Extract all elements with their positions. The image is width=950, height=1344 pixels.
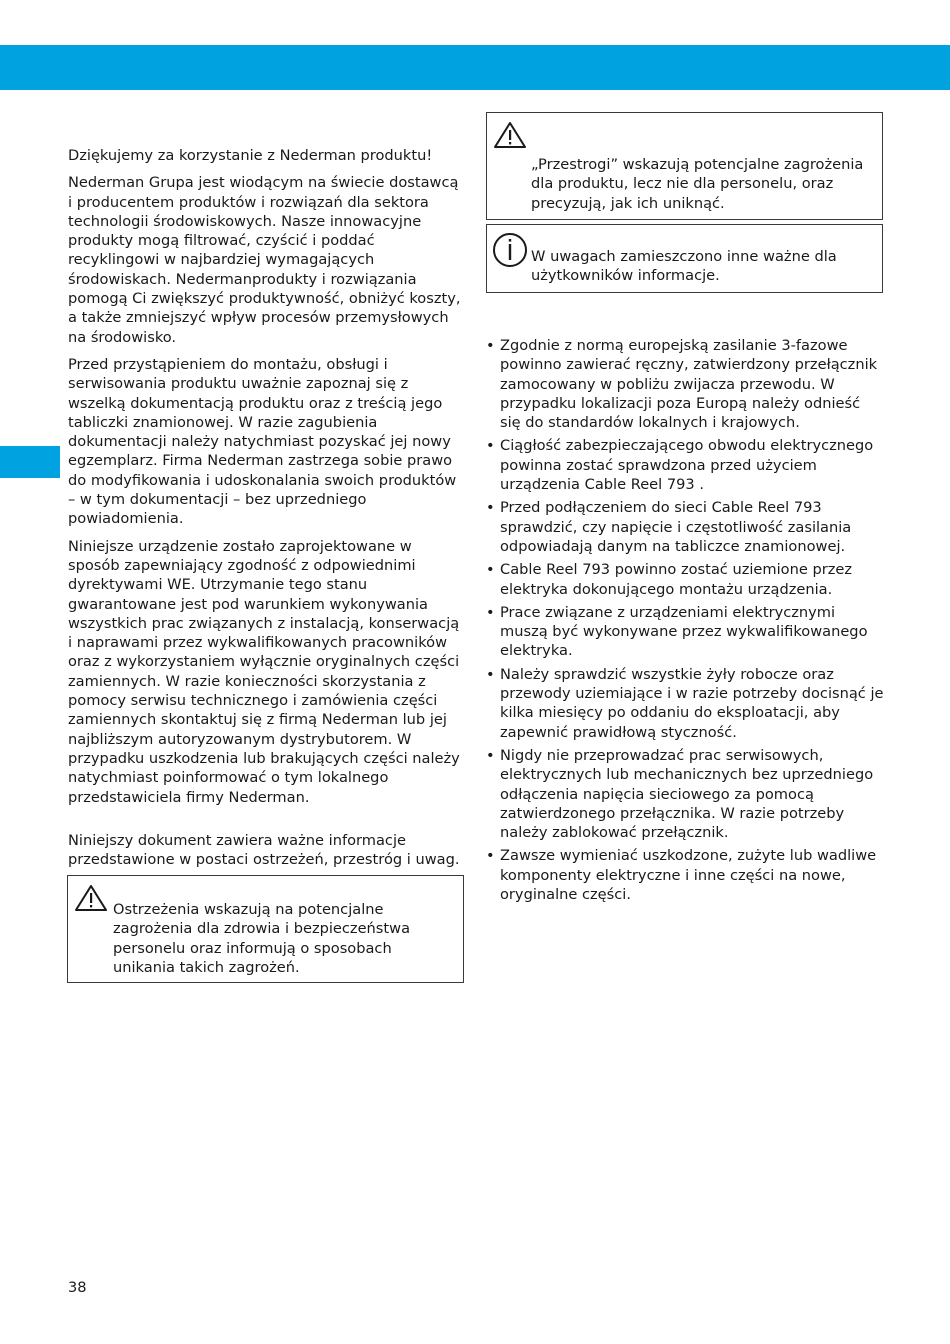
list-item: • Cable Reel 793 powinno zostać uziemione przez elektryka dokonującego montażu urządzenia. bbox=[486, 560, 884, 599]
electrical-safety-list bbox=[486, 336, 884, 908]
list-item: • Nigdy nie przeprowadzać prac serwisowych, elektrycznych lub mechanicznych bez uprzedniego odłączenia napięcia sieciowego za pomocą zatwierdzonego przełącznika. W razie potrzeby należy zablokować przełącznik. bbox=[486, 746, 884, 842]
list-item: • Ciągłość zabezpieczającego obwodu elektrycznego powinna zostać sprawdzona przed użyciem urządzenia Cable Reel 793 . bbox=[486, 436, 884, 494]
note-text: W uwagach zamieszczono inne ważne dla użytkowników informacje. bbox=[531, 248, 837, 285]
warning-text: Ostrzeżenia wskazują na potencjalne zagrożenia dla zdrowia i bezpieczeństwa personelu oraz informują o sposobach unikania takich zagrożeń. bbox=[113, 901, 411, 976]
compliance-paragraph: Niniejsze urządzenie zostało zaprojektowane w sposób zapewniający zgodność z odpowiednimi dyrektywami WE. Utrzymanie tego stanu gwarantowane jest pod warunkiem wykonywania wszystkich prac związanych z instalacją, konserwacją i naprawami przez wykwalifikowanych pracowników oraz z wykorzystaniem wyłącznie oryginalnych części zamiennych. W razie konieczności skorzystania z pomocy serwisu technicznego i zamówienia części zamiennych skontaktuj się z firmą Nederman lub jej najbliższym autoryzowanym dystrybutorem. W przypadku uszkodzenia lub brakujących części należy natychmiast poinformować o tym lokalnego przedstawiciela firmy Nederman. bbox=[68, 537, 460, 806]
list-item: • Prace związane z urządzeniami elektrycznymi muszą być wykonywane przez wykwalifikowanego elektryka. bbox=[486, 603, 884, 661]
caution-text: „Przestrogi” wskazują potencjalne zagrożenia dla produktu, lecz nie dla personelu, oraz precyzują, jak ich uniknąć. bbox=[531, 156, 864, 212]
company-paragraph: Nederman Grupa jest wiodącym na świecie dostawcą i producentem produktów i rozwiązań dla sektora technologii środowiskowych. Nasze innowacyjne produkty mogą filtrować, czyścić i poddać recyklingowi w najbardziej wymagających środowiskach. Nedermanprodukty i rozwiązania pomogą Ci zwiększyć produktywność, obniżyć koszty, a także zmniejszyć wpływ procesów przemysłowych na środowisko. bbox=[68, 174, 461, 346]
left-column bbox=[68, 146, 464, 815]
list-item: • Zawsze wymieniać uszkodzone, zużyte lub wadliwe komponenty elektryczne i inne części na nowe, oryginalne części. bbox=[486, 846, 884, 904]
documentation-paragraph: Przed przystąpieniem do montażu, obsługi i serwisowania produktu uważnie zapoznaj się z wszelką dokumentacją produktu oraz z treścią jego tabliczki znamionowej. W razie zagubienia dokumentacji należy natychmiast pozyskać jej nowy egzemplarz. Firma Nederman zastrzega sobie prawo do modyfikowania i udoskonalania swoich produktów – w tym dokumentacji – bez uprzedniego powiadomienia. bbox=[68, 355, 457, 528]
info-circle-icon bbox=[492, 232, 528, 273]
header-bar bbox=[0, 45, 950, 90]
language-section-tab bbox=[0, 446, 60, 478]
list-item: • Zgodnie z normą europejską zasilanie 3-fazowe powinno zawierać ręczny, zatwierdzony przełącznik zamocowany w pobliżu zwijacza przewodu. W przypadku lokalizacji poza Europą należy odnieść się do standardów lokalnych i krajowych. bbox=[486, 336, 884, 432]
caution-triangle-icon bbox=[493, 121, 527, 154]
warning-triangle-icon bbox=[74, 884, 108, 917]
intro-paragraph: Dziękujemy za korzystanie z Nederman produktu! bbox=[68, 147, 433, 164]
warning-box bbox=[67, 875, 464, 983]
list-item: • Przed podłączeniem do sieci Cable Reel 793 sprawdzić, czy napięcie i częstotliwość zasilania odpowiadają danym na tabliczce znamionowej. bbox=[486, 498, 884, 556]
list-item: • Należy sprawdzić wszystkie żyły robocze oraz przewody uziemiające i w razie potrzeby docisnąć je kilka miesięcy po oddaniu do eksploatacji, aby zapewnić prawidłową styczność. bbox=[486, 665, 884, 742]
note-box bbox=[486, 224, 883, 293]
page-number: 38 bbox=[68, 1279, 87, 1296]
safety-intro-paragraph: Niniejszy dokument zawiera ważne informacje przedstawione w postaci ostrzeżeń, przestróg i uwag. bbox=[68, 832, 460, 869]
caution-box bbox=[486, 112, 883, 220]
